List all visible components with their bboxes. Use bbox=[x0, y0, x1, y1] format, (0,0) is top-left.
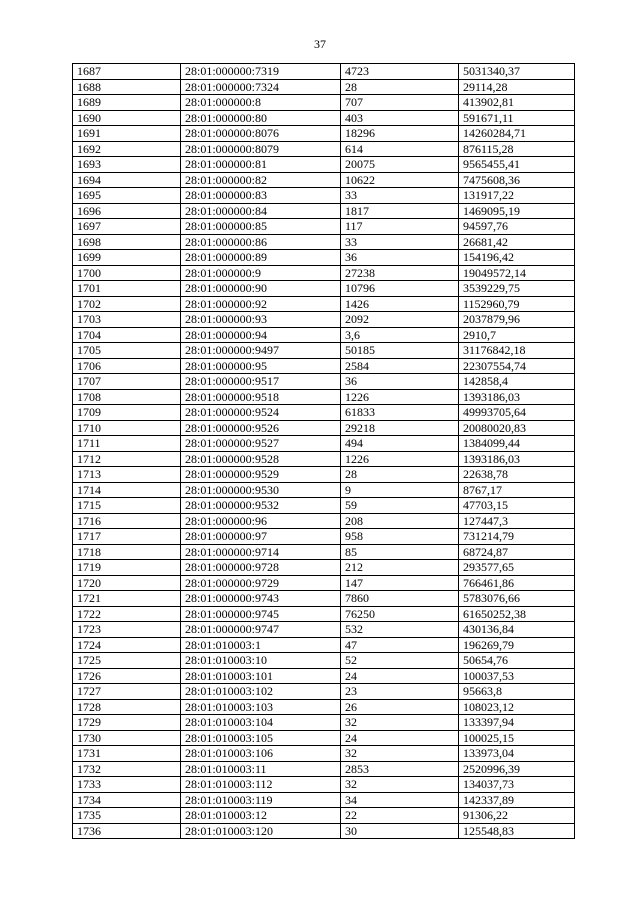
cadastral-number-cell: 28:01:000000:8076 bbox=[181, 126, 341, 142]
cadastral-number-cell: 28:01:000000:7319 bbox=[181, 64, 341, 80]
row-number-cell: 1694 bbox=[73, 172, 181, 188]
area-cell: 1426 bbox=[341, 296, 459, 312]
cadastral-number-cell: 28:01:010003:119 bbox=[181, 792, 341, 808]
area-cell: 59 bbox=[341, 498, 459, 514]
cadastral-value-cell: 413902,81 bbox=[459, 95, 575, 111]
row-number-cell: 1731 bbox=[73, 746, 181, 762]
cadastral-number-cell: 28:01:000000:9518 bbox=[181, 389, 341, 405]
row-number-cell: 1712 bbox=[73, 451, 181, 467]
cadastral-value-cell: 2520996,39 bbox=[459, 761, 575, 777]
cadastral-value-cell: 61650252,38 bbox=[459, 606, 575, 622]
area-cell: 2853 bbox=[341, 761, 459, 777]
row-number-cell: 1688 bbox=[73, 79, 181, 95]
row-number-cell: 1695 bbox=[73, 188, 181, 204]
table-row bbox=[73, 95, 575, 111]
table-row bbox=[73, 219, 575, 235]
table-row bbox=[73, 265, 575, 281]
area-cell: 32 bbox=[341, 777, 459, 793]
table-row bbox=[73, 792, 575, 808]
cadastral-value-cell: 876115,28 bbox=[459, 141, 575, 157]
row-number-cell: 1734 bbox=[73, 792, 181, 808]
area-cell: 2092 bbox=[341, 312, 459, 328]
table-row bbox=[73, 730, 575, 746]
cadastral-value-cell: 142337,89 bbox=[459, 792, 575, 808]
cadastral-value-cell: 26681,42 bbox=[459, 234, 575, 250]
area-cell: 18296 bbox=[341, 126, 459, 142]
table-row bbox=[73, 281, 575, 297]
row-number-cell: 1707 bbox=[73, 374, 181, 390]
table-row bbox=[73, 296, 575, 312]
area-cell: 2584 bbox=[341, 358, 459, 374]
row-number-cell: 1728 bbox=[73, 699, 181, 715]
table-row bbox=[73, 420, 575, 436]
table-row bbox=[73, 606, 575, 622]
cadastral-number-cell: 28:01:000000:9532 bbox=[181, 498, 341, 514]
area-cell: 208 bbox=[341, 513, 459, 529]
cadastral-value-cell: 766461,86 bbox=[459, 575, 575, 591]
table-row bbox=[73, 529, 575, 545]
row-number-cell: 1690 bbox=[73, 110, 181, 126]
area-cell: 494 bbox=[341, 436, 459, 452]
cadastral-value-cell: 49993705,64 bbox=[459, 405, 575, 421]
row-number-cell: 1693 bbox=[73, 157, 181, 173]
table-row bbox=[73, 79, 575, 95]
table-row bbox=[73, 699, 575, 715]
cadastral-value-cell: 68724,87 bbox=[459, 544, 575, 560]
area-cell: 147 bbox=[341, 575, 459, 591]
cadastral-number-cell: 28:01:000000:97 bbox=[181, 529, 341, 545]
cadastral-value-cell: 22638,78 bbox=[459, 467, 575, 483]
cadastral-number-cell: 28:01:000000:9529 bbox=[181, 467, 341, 483]
row-number-cell: 1715 bbox=[73, 498, 181, 514]
area-cell: 958 bbox=[341, 529, 459, 545]
area-cell: 85 bbox=[341, 544, 459, 560]
row-number-cell: 1721 bbox=[73, 591, 181, 607]
cadastral-value-cell: 131917,22 bbox=[459, 188, 575, 204]
cadastral-number-cell: 28:01:000000:86 bbox=[181, 234, 341, 250]
cadastral-value-cell: 127447,3 bbox=[459, 513, 575, 529]
row-number-cell: 1719 bbox=[73, 560, 181, 576]
cadastral-number-cell: 28:01:010003:102 bbox=[181, 684, 341, 700]
table-row bbox=[73, 715, 575, 731]
cadastral-number-cell: 28:01:010003:10 bbox=[181, 653, 341, 669]
area-cell: 28 bbox=[341, 467, 459, 483]
row-number-cell: 1714 bbox=[73, 482, 181, 498]
cadastral-number-cell: 28:01:010003:112 bbox=[181, 777, 341, 793]
cadastral-number-cell: 28:01:010003:106 bbox=[181, 746, 341, 762]
table-row bbox=[73, 482, 575, 498]
table-row bbox=[73, 684, 575, 700]
cadastral-value-cell: 591671,11 bbox=[459, 110, 575, 126]
cadastral-value-cell: 14260284,71 bbox=[459, 126, 575, 142]
cadastral-value-cell: 5031340,37 bbox=[459, 64, 575, 80]
cadastral-number-cell: 28:01:000000:9528 bbox=[181, 451, 341, 467]
cadastral-value-cell: 22307554,74 bbox=[459, 358, 575, 374]
cadastral-value-cell: 293577,65 bbox=[459, 560, 575, 576]
table-row bbox=[73, 498, 575, 514]
table-row bbox=[73, 544, 575, 560]
cadastral-value-cell: 133973,04 bbox=[459, 746, 575, 762]
row-number-cell: 1713 bbox=[73, 467, 181, 483]
cadastral-number-cell: 28:01:000000:9728 bbox=[181, 560, 341, 576]
cadastral-number-cell: 28:01:000000:81 bbox=[181, 157, 341, 173]
cadastral-value-cell: 108023,12 bbox=[459, 699, 575, 715]
cadastral-number-cell: 28:01:000000:9743 bbox=[181, 591, 341, 607]
cadastral-number-cell: 28:01:000000:85 bbox=[181, 219, 341, 235]
table-row bbox=[73, 808, 575, 824]
row-number-cell: 1710 bbox=[73, 420, 181, 436]
table-row bbox=[73, 126, 575, 142]
cadastral-number-cell: 28:01:010003:104 bbox=[181, 715, 341, 731]
area-cell: 33 bbox=[341, 234, 459, 250]
area-cell: 4723 bbox=[341, 64, 459, 80]
cadastral-value-cell: 31176842,18 bbox=[459, 343, 575, 359]
row-number-cell: 1736 bbox=[73, 823, 181, 839]
cadastral-value-cell: 29114,28 bbox=[459, 79, 575, 95]
cadastral-value-cell: 154196,42 bbox=[459, 250, 575, 266]
cadastral-number-cell: 28:01:000000:95 bbox=[181, 358, 341, 374]
cadastral-value-cell: 7475608,36 bbox=[459, 172, 575, 188]
area-cell: 20075 bbox=[341, 157, 459, 173]
row-number-cell: 1709 bbox=[73, 405, 181, 421]
area-cell: 32 bbox=[341, 715, 459, 731]
area-cell: 36 bbox=[341, 374, 459, 390]
cadastral-number-cell: 28:01:000000:83 bbox=[181, 188, 341, 204]
row-number-cell: 1699 bbox=[73, 250, 181, 266]
cadastral-number-cell: 28:01:010003:105 bbox=[181, 730, 341, 746]
table-row bbox=[73, 64, 575, 80]
table-row bbox=[73, 591, 575, 607]
area-cell: 28 bbox=[341, 79, 459, 95]
row-number-cell: 1725 bbox=[73, 653, 181, 669]
area-cell: 707 bbox=[341, 95, 459, 111]
area-cell: 24 bbox=[341, 730, 459, 746]
row-number-cell: 1696 bbox=[73, 203, 181, 219]
row-number-cell: 1716 bbox=[73, 513, 181, 529]
table-row bbox=[73, 777, 575, 793]
row-number-cell: 1735 bbox=[73, 808, 181, 824]
area-cell: 34 bbox=[341, 792, 459, 808]
area-cell: 47 bbox=[341, 637, 459, 653]
row-number-cell: 1697 bbox=[73, 219, 181, 235]
table-row bbox=[73, 622, 575, 638]
area-cell: 36 bbox=[341, 250, 459, 266]
table-row bbox=[73, 653, 575, 669]
cadastral-number-cell: 28:01:000000:9524 bbox=[181, 405, 341, 421]
table-row bbox=[73, 234, 575, 250]
area-cell: 10796 bbox=[341, 281, 459, 297]
cadastral-number-cell: 28:01:000000:80 bbox=[181, 110, 341, 126]
table-row bbox=[73, 203, 575, 219]
table-row bbox=[73, 405, 575, 421]
table-row bbox=[73, 312, 575, 328]
area-cell: 76250 bbox=[341, 606, 459, 622]
table-row bbox=[73, 141, 575, 157]
cadastral-number-cell: 28:01:000000:94 bbox=[181, 327, 341, 343]
row-number-cell: 1730 bbox=[73, 730, 181, 746]
cadastral-number-cell: 28:01:000000:9 bbox=[181, 265, 341, 281]
cadastral-value-cell: 100025,15 bbox=[459, 730, 575, 746]
area-cell: 32 bbox=[341, 746, 459, 762]
cadastral-number-cell: 28:01:000000:9527 bbox=[181, 436, 341, 452]
area-cell: 1817 bbox=[341, 203, 459, 219]
cadastral-number-cell: 28:01:000000:8 bbox=[181, 95, 341, 111]
cadastral-number-cell: 28:01:000000:93 bbox=[181, 312, 341, 328]
table-row bbox=[73, 575, 575, 591]
row-number-cell: 1689 bbox=[73, 95, 181, 111]
cadastral-value-cell: 3539229,75 bbox=[459, 281, 575, 297]
cadastral-value-cell: 133397,94 bbox=[459, 715, 575, 731]
cadastral-value-cell: 19049572,14 bbox=[459, 265, 575, 281]
row-number-cell: 1706 bbox=[73, 358, 181, 374]
cadastral-number-cell: 28:01:010003:120 bbox=[181, 823, 341, 839]
table-row bbox=[73, 250, 575, 266]
row-number-cell: 1711 bbox=[73, 436, 181, 452]
cadastral-value-cell: 1469095,19 bbox=[459, 203, 575, 219]
table-row bbox=[73, 513, 575, 529]
row-number-cell: 1701 bbox=[73, 281, 181, 297]
cadastral-number-cell: 28:01:000000:9497 bbox=[181, 343, 341, 359]
area-cell: 403 bbox=[341, 110, 459, 126]
cadastral-value-cell: 731214,79 bbox=[459, 529, 575, 545]
row-number-cell: 1726 bbox=[73, 668, 181, 684]
area-cell: 50185 bbox=[341, 343, 459, 359]
cadastral-value-cell: 47703,15 bbox=[459, 498, 575, 514]
cadastral-number-cell: 28:01:000000:7324 bbox=[181, 79, 341, 95]
row-number-cell: 1702 bbox=[73, 296, 181, 312]
area-cell: 24 bbox=[341, 668, 459, 684]
table-row bbox=[73, 761, 575, 777]
cadastral-value-cell: 94597,76 bbox=[459, 219, 575, 235]
cadastral-number-cell: 28:01:000000:9747 bbox=[181, 622, 341, 638]
table-row bbox=[73, 374, 575, 390]
cadastral-value-cell: 196269,79 bbox=[459, 637, 575, 653]
table-row bbox=[73, 172, 575, 188]
table-row bbox=[73, 436, 575, 452]
cadastral-value-cell: 125548,83 bbox=[459, 823, 575, 839]
area-cell: 1226 bbox=[341, 451, 459, 467]
row-number-cell: 1705 bbox=[73, 343, 181, 359]
area-cell: 61833 bbox=[341, 405, 459, 421]
cadastral-number-cell: 28:01:000000:9714 bbox=[181, 544, 341, 560]
area-cell: 9 bbox=[341, 482, 459, 498]
area-cell: 532 bbox=[341, 622, 459, 638]
cadastral-value-cell: 50654,76 bbox=[459, 653, 575, 669]
cadastral-value-cell: 1384099,44 bbox=[459, 436, 575, 452]
area-cell: 30 bbox=[341, 823, 459, 839]
cadastral-value-cell: 1393186,03 bbox=[459, 451, 575, 467]
row-number-cell: 1708 bbox=[73, 389, 181, 405]
row-number-cell: 1724 bbox=[73, 637, 181, 653]
row-number-cell: 1704 bbox=[73, 327, 181, 343]
table-row bbox=[73, 746, 575, 762]
cadastral-number-cell: 28:01:000000:92 bbox=[181, 296, 341, 312]
cadastral-value-cell: 1393186,03 bbox=[459, 389, 575, 405]
cadastral-number-cell: 28:01:000000:9530 bbox=[181, 482, 341, 498]
row-number-cell: 1717 bbox=[73, 529, 181, 545]
cadastral-value-cell: 430136,84 bbox=[459, 622, 575, 638]
cadastral-number-cell: 28:01:000000:8079 bbox=[181, 141, 341, 157]
row-number-cell: 1727 bbox=[73, 684, 181, 700]
table-body bbox=[73, 64, 575, 839]
row-number-cell: 1720 bbox=[73, 575, 181, 591]
cadastral-number-cell: 28:01:000000:96 bbox=[181, 513, 341, 529]
cadastral-value-cell: 9565455,41 bbox=[459, 157, 575, 173]
cadastral-value-cell: 5783076,66 bbox=[459, 591, 575, 607]
cadastral-number-cell: 28:01:010003:12 bbox=[181, 808, 341, 824]
cadastral-number-cell: 28:01:010003:11 bbox=[181, 761, 341, 777]
table-row bbox=[73, 637, 575, 653]
cadastral-number-cell: 28:01:000000:9745 bbox=[181, 606, 341, 622]
row-number-cell: 1691 bbox=[73, 126, 181, 142]
cadastral-value-cell: 91306,22 bbox=[459, 808, 575, 824]
table-row bbox=[73, 560, 575, 576]
table-row bbox=[73, 467, 575, 483]
row-number-cell: 1729 bbox=[73, 715, 181, 731]
row-number-cell: 1703 bbox=[73, 312, 181, 328]
cadastral-number-cell: 28:01:000000:82 bbox=[181, 172, 341, 188]
table-row bbox=[73, 389, 575, 405]
table-row bbox=[73, 157, 575, 173]
cadastral-number-cell: 28:01:000000:9526 bbox=[181, 420, 341, 436]
area-cell: 52 bbox=[341, 653, 459, 669]
table-row bbox=[73, 451, 575, 467]
cadastral-number-cell: 28:01:000000:84 bbox=[181, 203, 341, 219]
row-number-cell: 1732 bbox=[73, 761, 181, 777]
table-row bbox=[73, 327, 575, 343]
table-row bbox=[73, 668, 575, 684]
area-cell: 27238 bbox=[341, 265, 459, 281]
area-cell: 23 bbox=[341, 684, 459, 700]
table-row bbox=[73, 110, 575, 126]
cadastral-value-cell: 134037,73 bbox=[459, 777, 575, 793]
area-cell: 29218 bbox=[341, 420, 459, 436]
row-number-cell: 1700 bbox=[73, 265, 181, 281]
cadastral-value-cell: 2037879,96 bbox=[459, 312, 575, 328]
cadastral-value-cell: 142858,4 bbox=[459, 374, 575, 390]
table-row bbox=[73, 358, 575, 374]
row-number-cell: 1723 bbox=[73, 622, 181, 638]
cadastral-number-cell: 28:01:000000:9729 bbox=[181, 575, 341, 591]
cadastral-value-cell: 8767,17 bbox=[459, 482, 575, 498]
cadastral-number-cell: 28:01:010003:1 bbox=[181, 637, 341, 653]
cadastral-value-cell: 100037,53 bbox=[459, 668, 575, 684]
cadastral-number-cell: 28:01:010003:103 bbox=[181, 699, 341, 715]
table-row bbox=[73, 188, 575, 204]
cadastral-value-cell: 1152960,79 bbox=[459, 296, 575, 312]
table-row bbox=[73, 343, 575, 359]
row-number-cell: 1692 bbox=[73, 141, 181, 157]
cadastral-number-cell: 28:01:010003:101 bbox=[181, 668, 341, 684]
row-number-cell: 1698 bbox=[73, 234, 181, 250]
area-cell: 33 bbox=[341, 188, 459, 204]
area-cell: 3,6 bbox=[341, 327, 459, 343]
area-cell: 117 bbox=[341, 219, 459, 235]
area-cell: 7860 bbox=[341, 591, 459, 607]
row-number-cell: 1687 bbox=[73, 64, 181, 80]
page-number: 37 bbox=[314, 37, 326, 51]
area-cell: 22 bbox=[341, 808, 459, 824]
cadastral-number-cell: 28:01:000000:89 bbox=[181, 250, 341, 266]
cadastral-value-cell: 95663,8 bbox=[459, 684, 575, 700]
cadastral-value-cell: 2910,7 bbox=[459, 327, 575, 343]
row-number-cell: 1722 bbox=[73, 606, 181, 622]
row-number-cell: 1733 bbox=[73, 777, 181, 793]
cadastral-value-table bbox=[72, 63, 575, 839]
area-cell: 614 bbox=[341, 141, 459, 157]
row-number-cell: 1718 bbox=[73, 544, 181, 560]
area-cell: 10622 bbox=[341, 172, 459, 188]
area-cell: 212 bbox=[341, 560, 459, 576]
table-row bbox=[73, 823, 575, 839]
cadastral-number-cell: 28:01:000000:90 bbox=[181, 281, 341, 297]
cadastral-number-cell: 28:01:000000:9517 bbox=[181, 374, 341, 390]
area-cell: 1226 bbox=[341, 389, 459, 405]
area-cell: 26 bbox=[341, 699, 459, 715]
cadastral-value-cell: 20080020,83 bbox=[459, 420, 575, 436]
